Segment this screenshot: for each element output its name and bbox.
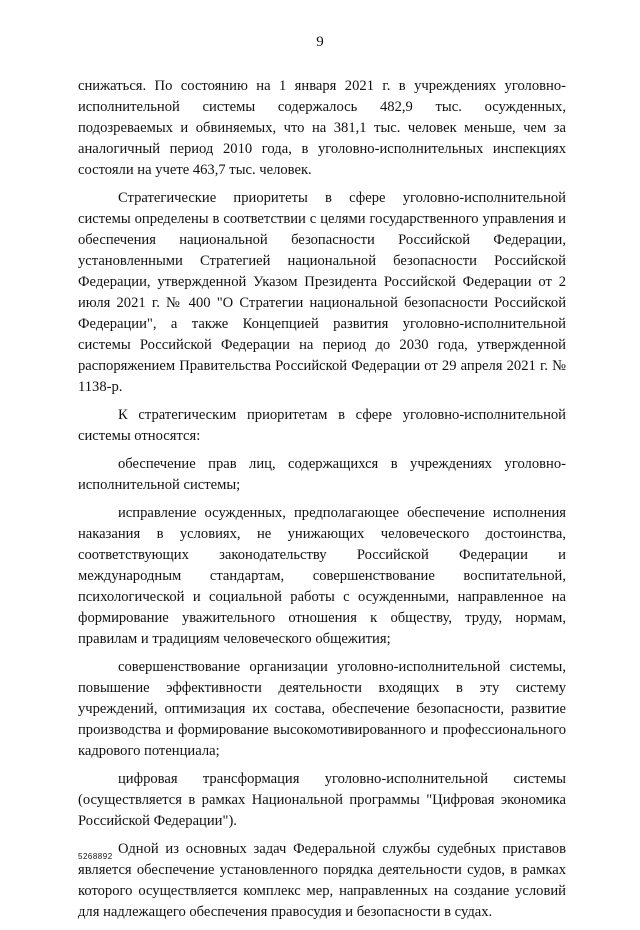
priority-item-digital: цифровая трансформация уголовно-исполнительной системы (осуществляется в рамках Национальной программы "Цифровая экономика Российской Федерации"). — [78, 771, 566, 829]
body-text — [78, 76, 566, 930]
paragraph-strategic-priorities-basis: Стратегические приоритеты в сфере уголовно-исполнительной системы определены в соответствии с целями государственного управления и обеспечения национальной безопасности Российской Федерации, установленными Стратегией национальной безопасности Российской Федерации, утвержденной Указом Президента Российской Федерации от 2 июля 2021 г. № 400 "О Стратегии национальной безопасности Российской Федерации", а также Концепцией развития уголовно-исполнительной системы Российской Федерации на период до 2030 года, утвержденной распоряжением Правительства Российской Федерации от 29 апреля 2021 г. № 1138-р. — [78, 190, 566, 395]
paragraph-bailiffs-service: Одной из основных задач Федеральной службы судебных приставов является обеспечение установленного порядка деятельности судов, в рамках которого осуществляется комплекс мер, направленных на создание условий для надлежащего обеспечения правосудия и безопасности в судах. — [78, 841, 566, 920]
page-number: 9 — [316, 34, 324, 50]
priority-item-rights: обеспечение прав лиц, содержащихся в учреждениях уголовно-исполнительной системы; — [78, 456, 566, 493]
paragraph-priorities-intro: К стратегическим приоритетам в сфере уголовно-исполнительной системы относятся: — [78, 407, 566, 444]
document-code: 5268892 — [78, 852, 113, 861]
paragraph-statistics: снижаться. По состоянию на 1 января 2021 г. в учреждениях уголовно-исполнительной системы содержалось 482,9 тыс. осужденных, подозреваемых и обвиняемых, что на 381,1 тыс. человек меньше, чем за аналогичный период 2010 года, в уголовно-исполнительных инспекциях состояли на учете 463,7 тыс. человек. — [78, 78, 566, 178]
priority-item-correction: исправление осужденных, предполагающее обеспечение исполнения наказания в условиях, не унижающих человеческого достоинства, соответствующих законодательству Российской Федерации и международным стандартам, совершенствование воспитательной, психологической и социальной работы с осужденными, направленное на формирование уважительного отношения к обществу, труду, нормам, правилам и традициям человеческого общежития; — [78, 505, 566, 647]
priority-item-organization: совершенствование организации уголовно-исполнительной системы, повышение эффективности деятельности входящих в эту систему учреждений, оптимизация их состава, обеспечение безопасности, развитие производства и формирование высокомотивированного и профессионального кадрового потенциала; — [78, 659, 566, 759]
